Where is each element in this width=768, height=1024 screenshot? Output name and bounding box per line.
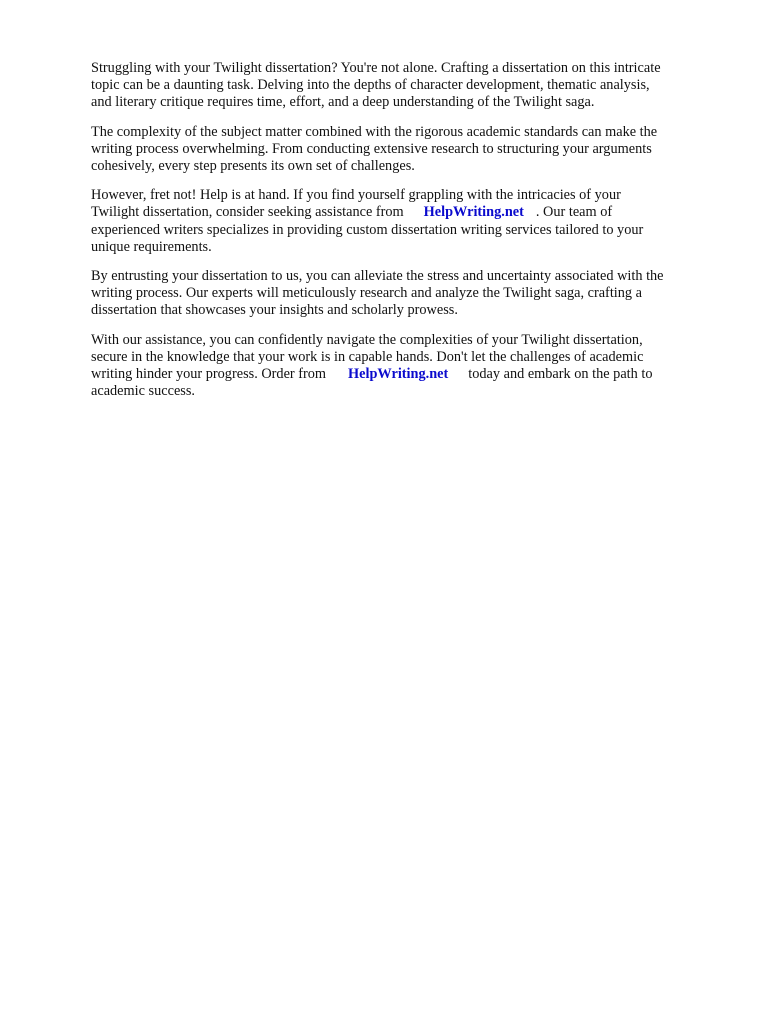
text-line: topic can be a daunting task. Delving into the depths of character development, thematic analysis, xyxy=(91,77,650,94)
text-line-with-link xyxy=(91,366,721,383)
paragraph-help xyxy=(91,187,721,256)
text-line: unique requirements. xyxy=(91,238,212,255)
paragraph-entrusting xyxy=(91,268,721,320)
text-line: cohesively, every step presents its own set of challenges. xyxy=(91,158,415,175)
text-line: However, fret not! Help is at hand. If you find yourself grappling with the intricacies of your xyxy=(91,187,621,204)
paragraph-intro xyxy=(91,60,721,112)
text-line: By entrusting your dissertation to us, you can alleviate the stress and uncertainty associated with the xyxy=(91,268,664,285)
text-line: dissertation that showcases your insights and scholarly prowess. xyxy=(91,302,458,319)
paragraph-complexity xyxy=(91,124,721,176)
text-line: academic success. xyxy=(91,383,195,400)
text-segment: . Our team of xyxy=(535,204,613,221)
text-line-with-link xyxy=(91,204,721,221)
text-segment: Twilight dissertation, consider seeking assistance from xyxy=(91,204,404,221)
paragraph-closing xyxy=(91,332,721,401)
text-line: experienced writers specializes in providing custom dissertation writing services tailored to your xyxy=(91,221,644,238)
text-segment: today and embark on the path to xyxy=(468,366,653,383)
helpwriting-link[interactable]: HelpWriting.net xyxy=(423,204,524,221)
document-body xyxy=(91,60,721,412)
text-line: With our assistance, you can confidently navigate the complexities of your Twilight dissertation, xyxy=(91,331,643,348)
text-segment: writing hinder your progress. Order from xyxy=(91,366,327,383)
text-line: and literary critique requires time, effort, and a deep understanding of the Twilight saga. xyxy=(91,94,595,111)
text-line: Struggling with your Twilight dissertation? You're not alone. Crafting a dissertation on this intricate xyxy=(91,60,661,76)
helpwriting-link[interactable]: HelpWriting.net xyxy=(348,366,449,383)
text-line: The complexity of the subject matter combined with the rigorous academic standards can make the xyxy=(91,123,658,140)
text-line: writing process overwhelming. From conducting extensive research to structuring your arguments xyxy=(91,140,652,157)
text-line: secure in the knowledge that your work is in capable hands. Don't let the challenges of academic xyxy=(91,348,644,365)
text-line: writing process. Our experts will meticulously research and analyze the Twilight saga, crafting a xyxy=(91,285,642,302)
